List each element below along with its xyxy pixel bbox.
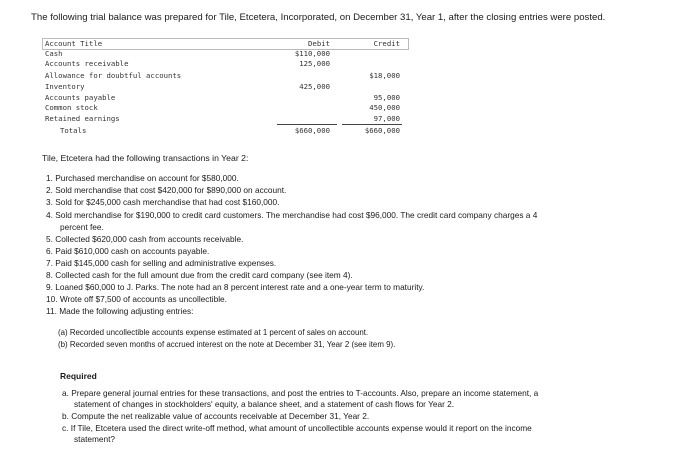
- transaction-item: 2. Sold merchandise that cost $420,000 for $890,000 on account.: [46, 185, 287, 195]
- required-item: b. Compute the net realizable value of accounts receivable at December 31, Year 2.: [62, 411, 370, 421]
- required-heading: Required: [60, 371, 97, 381]
- trial-balance-table: [42, 38, 407, 136]
- row-credit: 450,000: [369, 103, 400, 112]
- adjusting-entry: (b) Recorded seven months of accrued interest on the note at December 31, Year 2 (see item 9).: [58, 340, 396, 349]
- total-debit: $660,000: [294, 126, 330, 135]
- transaction-item: 1. Purchased merchandise on account for $580,000.: [46, 173, 239, 183]
- row-debit: 425,000: [299, 82, 330, 91]
- row-credit: 97,000: [373, 114, 400, 123]
- row-account: Allowance for doubtful accounts: [45, 71, 182, 80]
- transactions-intro: Tile, Etcetera had the following transactions in Year 2:: [42, 153, 249, 163]
- transaction-item: 7. Paid $145,000 cash for selling and administrative expenses.: [46, 258, 277, 268]
- adjusting-entry: (a) Recorded uncollectible accounts expense estimated at 1 percent of sales on account.: [58, 328, 369, 337]
- row-account: Retained earnings: [45, 114, 120, 123]
- total-credit: $660,000: [364, 126, 400, 135]
- row-account: Accounts receivable: [45, 59, 129, 68]
- row-account: Accounts payable: [45, 93, 116, 102]
- transaction-item: 8. Collected cash for the full amount due from the credit card company (see item 4).: [46, 270, 353, 280]
- header-account: Account Title: [45, 39, 103, 48]
- row-debit: 125,000: [299, 59, 330, 68]
- header-debit: Debit: [308, 39, 330, 48]
- required-item-continued: statement?: [74, 434, 116, 444]
- row-account: Inventory: [45, 82, 85, 91]
- transaction-item: 11. Made the following adjusting entries:: [46, 306, 194, 316]
- transaction-item: 5. Collected $620,000 cash from accounts receivable.: [46, 234, 244, 244]
- row-account: Cash: [45, 49, 63, 58]
- transaction-item: 4. Sold merchandise for $190,000 to credit card customers. The merchandise had cost $96,000. The credit card company charges a 4: [46, 210, 538, 220]
- intro-text: The following trial balance was prepared for Tile, Etcetera, Incorporated, on December 31, Year 1, after the closing entries were posted.: [31, 12, 606, 23]
- transaction-item: 3. Sold for $245,000 cash merchandise that had cost $160,000.: [46, 197, 280, 207]
- transaction-item-continued: percent fee.: [60, 222, 104, 232]
- row-credit: $18,000: [369, 71, 400, 80]
- required-item: c. If Tile, Etcetera used the direct write-off method, what amount of uncollectible accounts expense would it report on the income: [62, 423, 532, 433]
- row-debit: $110,000: [294, 49, 330, 58]
- totals-label: Totals: [60, 126, 87, 135]
- transaction-item: 10. Wrote off $7,500 of accounts as uncollectible.: [46, 294, 227, 304]
- required-item: a. Prepare general journal entries for these transactions, and post the entries to T-accounts. Also, prepare an income statement, a: [62, 388, 539, 398]
- total-rule-debit: [277, 124, 337, 125]
- row-account: Common stock: [45, 103, 98, 112]
- row-credit: 95,000: [373, 93, 400, 102]
- header-credit: Credit: [373, 39, 400, 48]
- transaction-item: 6. Paid $610,000 cash on accounts payable.: [46, 246, 210, 256]
- transaction-item: 9. Loaned $60,000 to J. Parks. The note had an 8 percent interest rate and a one-year term to maturity.: [46, 282, 425, 292]
- required-item-continued: statement of changes in stockholders' equity, a balance sheet, and a statement of cash flows for Year 2.: [74, 399, 455, 409]
- total-rule-credit: [342, 124, 402, 125]
